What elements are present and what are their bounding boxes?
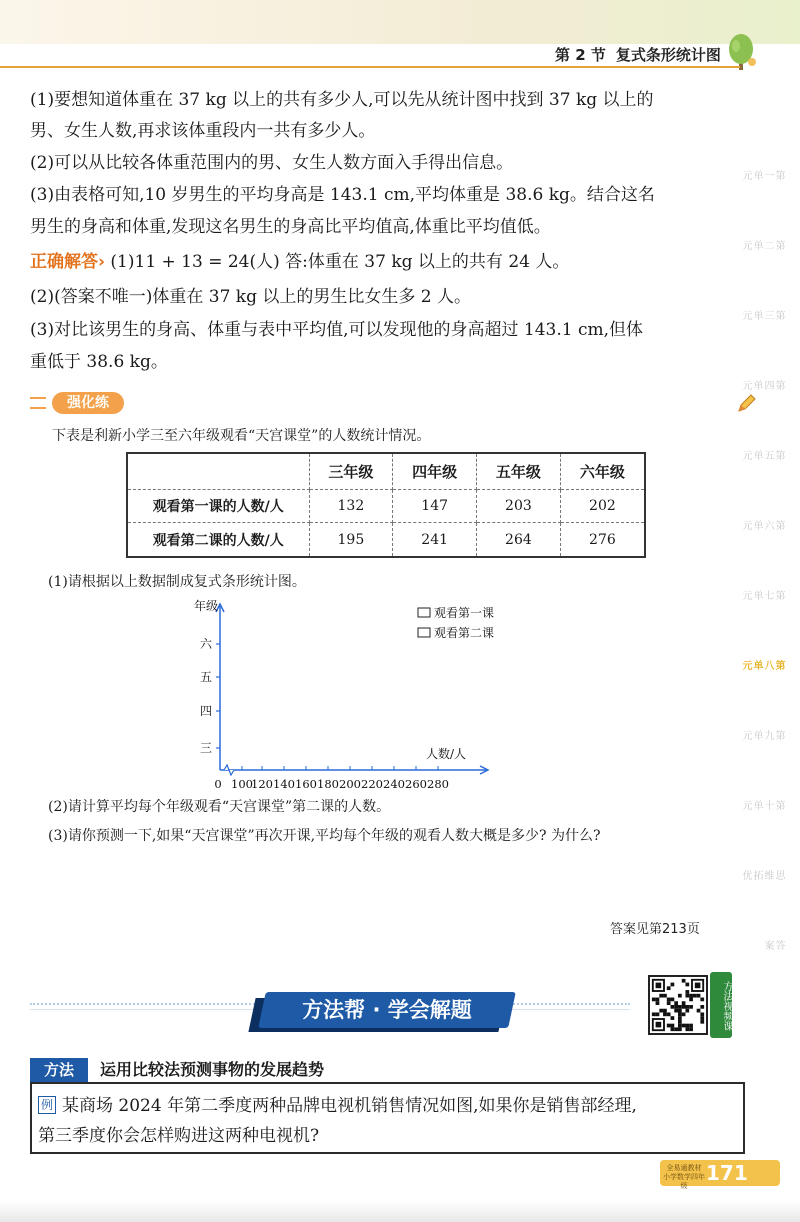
table-row-header: 观看第一课的人数/人	[127, 489, 309, 523]
legend-swatch	[418, 608, 430, 617]
stats-table	[126, 452, 646, 558]
analysis-line-5: 男生的身高和体重,发现这名男生的身高比平均值高,体重比平均值低。	[30, 217, 551, 237]
side-tab-6[interactable]: 第六单元	[740, 520, 784, 530]
x-tick-label: 100	[231, 777, 253, 791]
method-title: 运用比较法预测事物的发展趋势	[100, 1060, 325, 1079]
y-tick-label: 三	[200, 741, 213, 755]
y-axis-label: 年级	[194, 599, 219, 613]
page-bottom-edge	[0, 1200, 800, 1222]
question-1: (1)请根据以上数据制成复式条形统计图。	[48, 574, 306, 590]
x-tick-label: 280	[427, 777, 449, 791]
answer-reference: 答案见第213页	[610, 922, 700, 937]
table-cell: 276	[560, 523, 645, 557]
section-title: 复式条形统计图	[615, 46, 721, 64]
x-tick-label: 220	[361, 777, 383, 791]
question-2: (2)请计算平均每个年级观看“天宫课堂”第二课的人数。	[48, 799, 391, 815]
side-tab-4[interactable]: 第四单元	[740, 380, 784, 390]
section-heading	[555, 44, 721, 65]
method-banner-title: 方法帮 · 学会解题	[302, 998, 472, 1022]
table-cell: 195	[309, 523, 393, 557]
table-cell: 202	[560, 489, 645, 523]
header-band	[0, 0, 800, 44]
table-row	[127, 523, 645, 557]
practice-badge	[30, 392, 150, 418]
method-video-tag[interactable]: 方法视频课	[710, 972, 732, 1038]
x-axis-label: 人数/人	[426, 747, 467, 761]
solution-line-1	[30, 252, 569, 272]
solution-text-1: (1)11 + 13 = 24(人) 答:体重在 37 kg 以上的共有 24 人。	[110, 252, 570, 272]
pencil-icon	[736, 392, 758, 414]
example-tag: 例	[38, 1096, 56, 1114]
analysis-line-1: (1)要想知道体重在 37 kg 以上的共有多少人,可以先从统计图中找到 37 kg 以上的	[30, 90, 654, 110]
side-tab-11[interactable]: 思维拓优	[740, 870, 784, 880]
example-line-2: 第三季度你会怎样购进这两种电视机?	[38, 1126, 320, 1146]
table-row-header: 观看第二课的人数/人	[127, 523, 309, 557]
table-header-cell: 五年级	[477, 453, 561, 489]
solution-line-4: 重低于 38.6 kg。	[30, 352, 168, 372]
side-tab-10[interactable]: 第十单元	[740, 800, 784, 810]
side-tab-8[interactable]: 第八单元	[740, 660, 784, 670]
x-tick-label: 240	[383, 777, 405, 791]
solution-arrow-icon: ›	[98, 252, 106, 272]
y-tick-label: 六	[200, 637, 213, 651]
solution-line-2: (2)(答案不唯一)体重在 37 kg 以上的男生比女生多 2 人。	[30, 287, 471, 307]
solution-line-3: (3)对比该男生的身高、体重与表中平均值,可以发现他的身高超过 143.1 cm,但体	[30, 320, 644, 340]
table-header-cell: 四年级	[393, 453, 477, 489]
side-tab-12[interactable]: 答案	[762, 940, 784, 950]
analysis-line-3: (2)可以从比较各体重范围内的男、女生人数方面入手得出信息。	[30, 153, 514, 173]
x-tick-label: 140	[273, 777, 295, 791]
table-header-cell	[127, 453, 309, 489]
x-tick-label: 0	[214, 777, 222, 791]
analysis-line-4: (3)由表格可知,10 岁男生的平均身高是 143.1 cm,平均体重是 38.6 kg。结合这名	[30, 185, 655, 205]
legend-label: 观看第二课	[434, 626, 495, 640]
table-header-cell: 六年级	[560, 453, 645, 489]
table-cell: 264	[477, 523, 561, 557]
side-tab-9[interactable]: 第九单元	[740, 730, 784, 740]
y-tick-label: 四	[200, 704, 213, 718]
side-tab-7[interactable]: 第七单元	[740, 590, 784, 600]
side-tab-2[interactable]: 第二单元	[740, 240, 784, 250]
solution-label: 正确解答	[30, 252, 98, 272]
qr-code-icon[interactable]	[648, 975, 708, 1035]
question-3: (3)请你预测一下,如果“天宫课堂”再次开课,平均每个年级的观看人数大概是多少? 为什么?	[48, 828, 601, 844]
table-row	[127, 489, 645, 523]
practice-intro: 下表是利新小学三至六年级观看“天宫课堂”的人数统计情况。	[52, 428, 431, 444]
table-header-cell: 三年级	[309, 453, 393, 489]
side-tab-3[interactable]: 第三单元	[740, 310, 784, 320]
x-tick-label: 180	[317, 777, 339, 791]
example-line-1: 某商场 2024 年第二季度两种品牌电视机销售情况如图,如果你是销售部经理,	[62, 1096, 637, 1116]
blank-bar-chart	[190, 598, 510, 793]
page-series-label: 全易通教材 小学数学四年级	[663, 1164, 705, 1190]
x-tick-label: 260	[405, 777, 427, 791]
table-cell: 203	[477, 489, 561, 523]
header-divider	[0, 66, 740, 68]
table-cell: 241	[393, 523, 477, 557]
badge-deco	[30, 397, 46, 409]
method-tag: 方法	[30, 1058, 88, 1082]
page-number: 171	[706, 1161, 748, 1185]
x-tick-label: 200	[339, 777, 361, 791]
analysis-line-2: 男、女生人数,再求该体重段内一共有多少人。	[30, 121, 376, 141]
x-axis-break	[224, 765, 234, 775]
badge-label: 强化练	[52, 392, 124, 414]
table-cell: 132	[309, 489, 393, 523]
side-tab-1[interactable]: 第一单元	[740, 170, 784, 180]
y-tick-label: 五	[200, 670, 213, 684]
table-cell: 147	[393, 489, 477, 523]
section-number: 第 2 节	[555, 46, 606, 64]
legend-label: 观看第一课	[434, 606, 495, 620]
x-tick-label: 120	[251, 777, 273, 791]
x-tick-label: 160	[295, 777, 317, 791]
side-tab-5[interactable]: 第五单元	[740, 450, 784, 460]
table-header-row	[127, 453, 645, 489]
legend-swatch	[418, 628, 430, 637]
